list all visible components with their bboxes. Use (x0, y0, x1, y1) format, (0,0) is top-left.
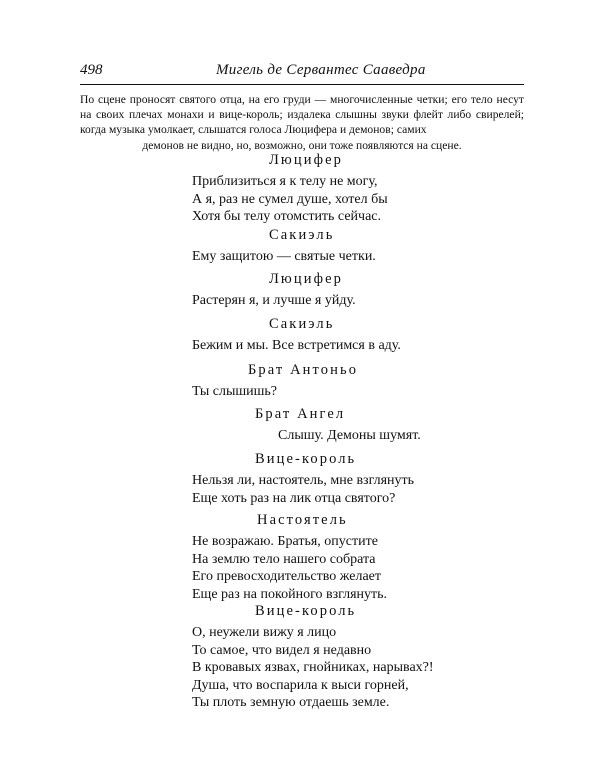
verse-line: Нельзя ли, настоятель, мне взглянуть (192, 473, 415, 488)
verse-block (192, 472, 414, 507)
speaker-name: Брат Антоньо (248, 362, 359, 378)
verse-line: Растерян я, и лучше я уйду. (192, 293, 356, 308)
verse-line: Приблизиться я к телу не могу, (192, 174, 378, 189)
verse-line: То самое, что видел я недавно (192, 642, 372, 658)
speaker-name: Брат Ангел (255, 406, 346, 422)
verse-line: Ты слышишь? (192, 384, 278, 399)
stage-direction (80, 92, 524, 153)
verse-line: Не возражаю. Братья, опустите (192, 534, 378, 549)
verse-block (192, 173, 388, 226)
speaker-name: Люцифер (269, 271, 343, 287)
verse-line: Еще хоть раз на лик отца святого? (192, 490, 396, 506)
verse-block (192, 337, 401, 355)
verse-line: В кровавых язвах, гнойниках, нарывах?! (192, 660, 434, 675)
verse-line: О, неужели вижу я лицо (192, 625, 337, 640)
speaker-name: Настоятель (257, 512, 348, 528)
verse-line: На землю тело нашего собрата (192, 551, 376, 567)
speaker-name: Сакиэль (269, 316, 335, 332)
verse-line: Слышу. Демоны шумят. (278, 428, 421, 443)
speaker-name: Вице-король (255, 603, 357, 619)
verse-line: Еще раз на покойного взглянуть. (192, 586, 388, 602)
verse-line: Ты плоть земную отдаешь земле. (192, 695, 390, 710)
speaker-name: Вице-король (255, 451, 357, 467)
stage-direction-text: По сцене проносят святого отца, на его груди — многочисленные четки; его тело несут на своих плечах монахи и вице-король; издалека слышны звуки флейт либо свирелей; когда музыка умолкает, слышатся голоса Люцифера и демонов; самих (80, 93, 524, 137)
verse-block (192, 383, 277, 401)
verse-line: Его превосходительство желает (192, 569, 382, 584)
verse-block (192, 248, 376, 266)
verse-line: Бежим и мы. Все встретимся в аду. (192, 338, 401, 353)
verse-block (278, 427, 421, 445)
verse-line: Душа, что воспарила к выси горней, (192, 677, 409, 693)
header-rule (80, 84, 524, 85)
verse-block (192, 292, 356, 310)
verse-block (192, 533, 387, 603)
stage-direction-last-line: демонов не видно, но, возможно, они тоже появляются на сцене. (142, 138, 462, 152)
speaker-name: Сакиэль (269, 227, 335, 243)
page-number: 498 (80, 62, 103, 78)
verse-line: Ему защитою — святые четки. (192, 249, 376, 264)
speaker-name: Люцифер (269, 152, 343, 168)
verse-line: А я, раз не сумел душе, хотел бы (192, 191, 388, 207)
verse-block (192, 624, 434, 712)
verse-line: Хотя бы телу отомстить сейчас. (192, 209, 381, 224)
running-head: Мигель де Сервантес Сааведра (216, 62, 426, 78)
